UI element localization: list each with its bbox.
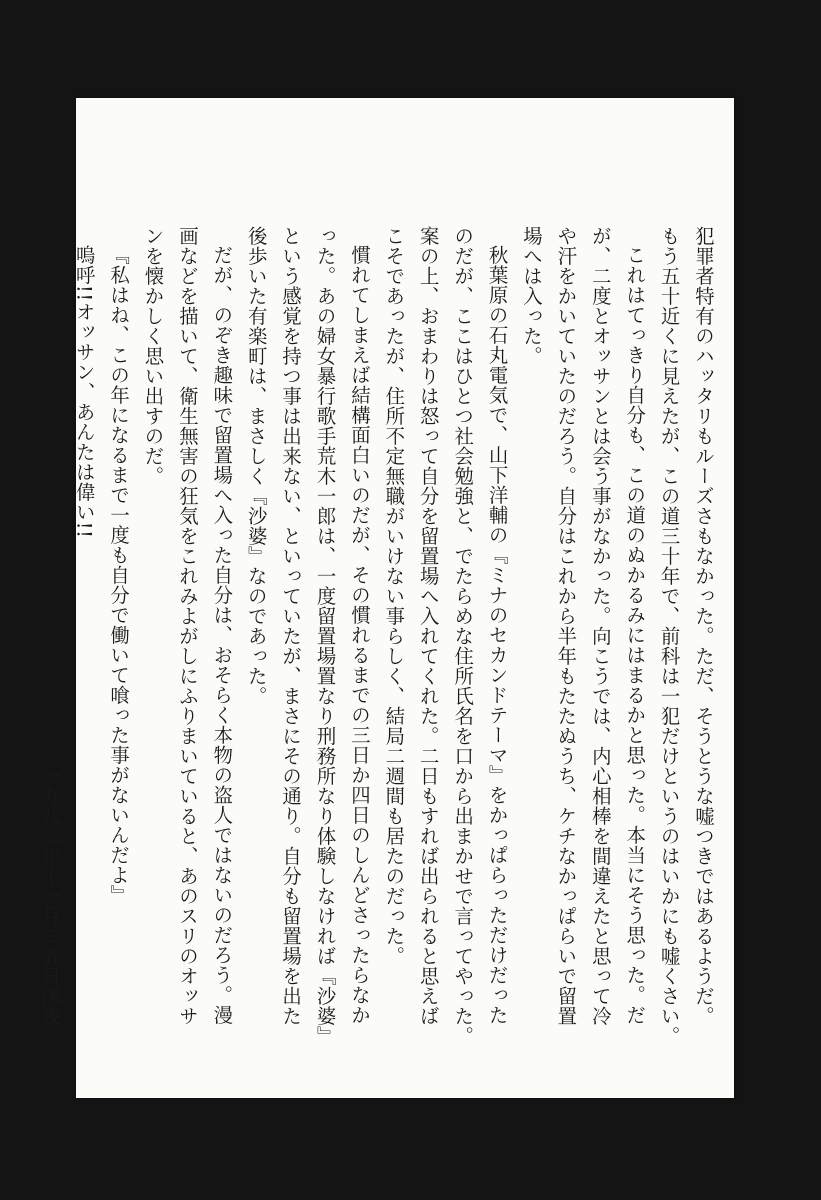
text-line: 『私はね、この年になるまで一度も自分で働いて喰った事がないんだよ』 (107, 245, 131, 906)
text-line: ンを懐かしく思い出すのだ。 (141, 226, 165, 486)
text-line: もう五十近くに見えたが、この道三十年で、前科は一犯だけというのはいかにも嘘くさい。 (657, 226, 681, 1046)
text-line: 慣れてしまえば結構面白いのだが、その慣れるまでの三日か四日のしんどさったらなか (347, 245, 371, 1026)
date-signature: 一九八二年十一月二五日深夜 (38, 766, 62, 1026)
text-line: こそであったが、住所不定無職がいけない事らしく、結局二週間も居たのだった。 (382, 226, 406, 966)
text-line: のだが、ここはひとつ社会勉強と、でたらめな住所氏名を口から出まかせで言ってやった。 (451, 226, 475, 1046)
text-line: 後歩いた有楽町は、まさしく『沙婆』なのであった。 (244, 226, 268, 706)
text-line: 場へは入った。 (519, 226, 543, 366)
text-line: だが、のぞき趣味で留置場へ入った自分は、おそらく本物の盗人ではないのだろう。漫 (210, 245, 234, 1026)
text-line: が、二度とオッサンとは会う事がなかった。向こうでは、内心相棒を間違えたと思って冷 (588, 226, 612, 1026)
text-line: 嗚呼!!オッサン、あんたは偉い!! (72, 245, 96, 539)
text-line: これはてっきり自分も、この道のぬかるみにはまるかと思った。本当にそう思った。だ (623, 245, 647, 1026)
text-line: という感覚を持つ事は出来ない、といっていたが、まさにその通り。自分も留置場を出た (279, 226, 303, 1026)
scanned-page (38, 98, 734, 1098)
essay-body (32, 226, 720, 1056)
text-line: や汗をかいていたのだろう。自分はこれから半年もたたぬうち、ケチなかっぱらいで留置 (554, 226, 578, 1026)
text-line: 犯罪者特有のハッタリもルーズさもなかった。ただ、そうとうな嘘つきではあるようだ。 (692, 226, 715, 1026)
text-line: 画などを描いて、衛生無害の狂気をこれみよがしにふりまいていると、あのスリのオッサ (175, 226, 199, 1026)
text-line: った。あの婦女暴行歌手荒木一郎は、一度留置場置なり刑務所なり体験しなければ『沙婆』 (313, 226, 337, 1046)
text-line: 秋葉原の石丸電気で、山下洋輔の『ミナのセカンドテーマ』をかっぱらっただけだった (485, 245, 509, 1026)
text-line: 案の上、おまわりは怒って自分を留置場へ入れてくれた。二日もすれば出られると思えば (416, 226, 440, 1026)
